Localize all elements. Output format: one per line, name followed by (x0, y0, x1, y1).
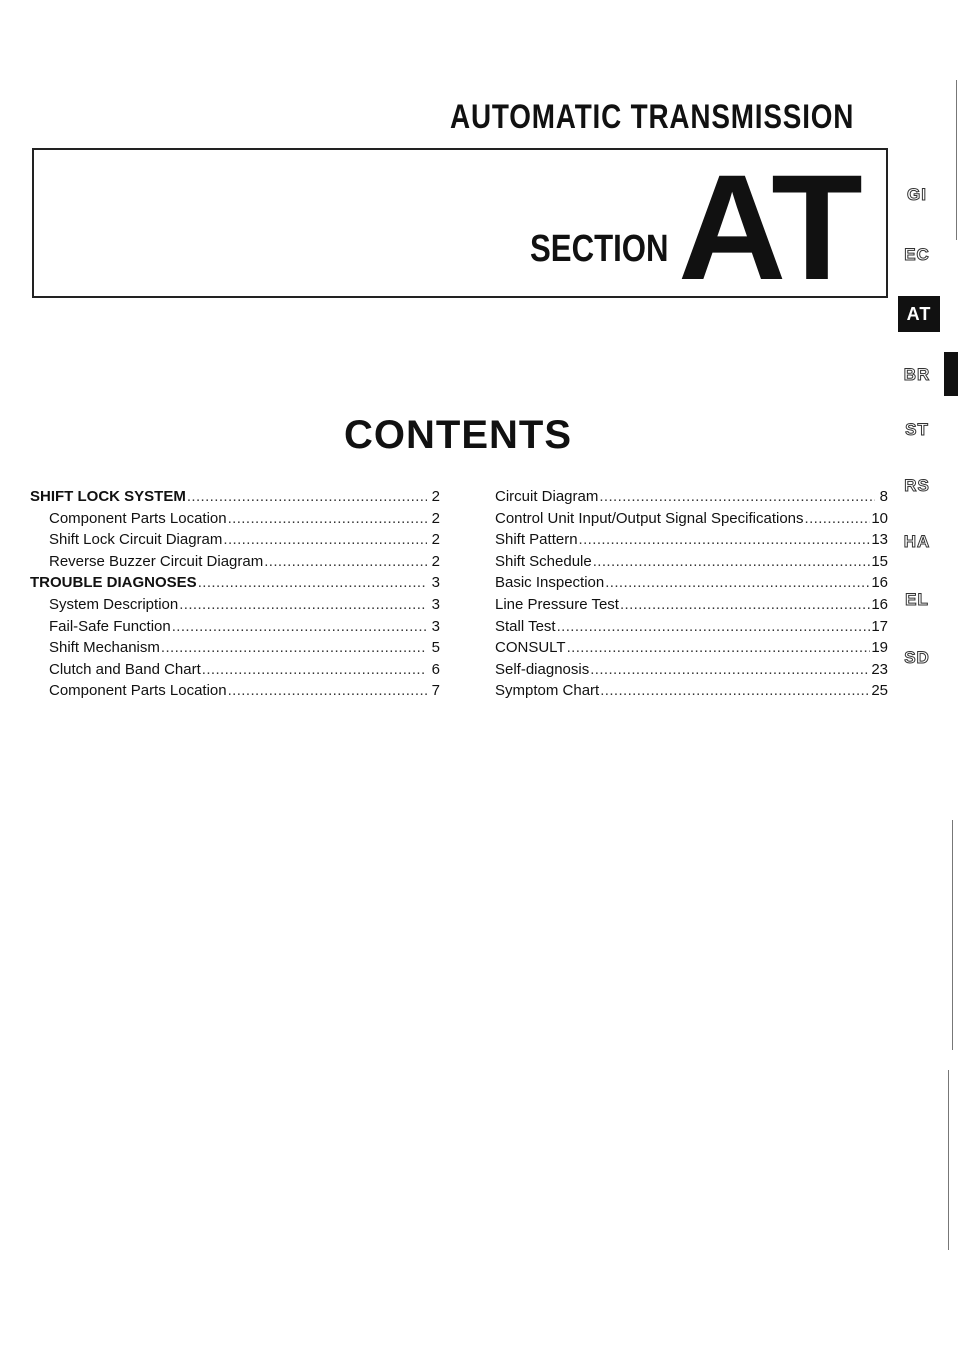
scan-edge-line (956, 80, 957, 240)
toc-entry-label: Symptom Chart (495, 682, 600, 700)
section-tab-ec[interactable]: EC (904, 245, 930, 264)
toc-entry-page: 5 (431, 639, 440, 657)
section-tab-rs[interactable]: RS (904, 476, 930, 495)
section-tab-gi[interactable]: GI (907, 185, 927, 204)
scan-edge-line (948, 1070, 949, 1250)
toc-entry[interactable] (30, 553, 440, 575)
leader-dots (599, 488, 875, 505)
leader-dots (605, 574, 870, 591)
section-tab-ha[interactable]: HA (903, 532, 931, 551)
toc-entry-label: Self-diagnosis (495, 660, 590, 678)
toc-entry-page: 17 (871, 617, 888, 635)
toc-entry-label: TROUBLE DIAGNOSES (30, 574, 197, 592)
toc-entry-page: 16 (871, 595, 888, 613)
toc-entry-page: 3 (431, 574, 440, 592)
toc-entry[interactable] (495, 531, 888, 553)
toc-entry-page: 2 (431, 552, 440, 570)
toc-right-column (495, 488, 888, 704)
toc-entry-page: 15 (871, 552, 888, 570)
leader-dots (198, 574, 427, 591)
toc-entry[interactable] (495, 682, 888, 704)
edge-thumb-marker (944, 352, 958, 396)
leader-dots (600, 682, 870, 699)
toc-entry-page: 23 (871, 660, 888, 678)
scan-edge-line (952, 820, 953, 1050)
toc-entry-page: 10 (871, 509, 888, 527)
toc-entry-label: Circuit Diagram (495, 488, 599, 505)
leader-dots (557, 618, 871, 635)
toc-entry-label: Fail-Safe Function (49, 617, 171, 635)
section-code: AT (678, 143, 859, 311)
leader-dots (187, 488, 427, 505)
leader-dots (179, 596, 427, 613)
toc-entry-label: System Description (49, 595, 179, 613)
leader-dots (805, 510, 871, 527)
toc-entry[interactable] (495, 596, 888, 618)
toc-entry-page: 13 (871, 531, 888, 549)
toc-entry[interactable] (30, 596, 440, 618)
toc-entry[interactable] (30, 682, 440, 704)
toc-entry-label: Reverse Buzzer Circuit Diagram (49, 552, 264, 570)
toc-entry[interactable] (30, 488, 440, 510)
toc-entry-label: Line Pressure Test (495, 595, 619, 613)
toc-entry[interactable] (30, 618, 440, 640)
toc-entry-page: 19 (871, 639, 888, 657)
toc-entry-page: 16 (871, 574, 888, 592)
toc-entry-page: 2 (431, 488, 440, 505)
toc-entry-page: 7 (431, 682, 440, 700)
section-tab-st[interactable]: ST (905, 420, 929, 439)
toc-entry-page: 3 (431, 617, 440, 635)
section-label: SECTION (530, 228, 669, 270)
section-tab-at[interactable]: AT (898, 296, 940, 332)
leader-dots (593, 553, 871, 570)
leader-dots (264, 553, 427, 570)
section-tab-sd[interactable]: SD (904, 648, 930, 667)
toc-entry-page: 3 (431, 595, 440, 613)
leader-dots (579, 531, 871, 548)
toc-entry-label: Shift Pattern (495, 531, 578, 549)
section-tab-br[interactable]: BR (903, 365, 931, 384)
leader-dots (172, 618, 427, 635)
toc-entry[interactable] (495, 661, 888, 683)
toc-entry-page: 8 (879, 488, 888, 505)
contents-heading: CONTENTS (344, 413, 572, 457)
leader-dots (567, 639, 871, 656)
toc-entry-label: Component Parts Location (49, 509, 227, 527)
toc-left-column (30, 488, 440, 704)
leader-dots (161, 639, 427, 656)
toc-entry-label: Shift Mechanism (49, 639, 160, 657)
leader-dots (202, 661, 427, 678)
leader-dots (228, 682, 427, 699)
toc-entry[interactable] (495, 510, 888, 532)
toc-entry-label: Stall Test (495, 617, 556, 635)
toc-entry-page: 2 (431, 509, 440, 527)
toc-entry-label: Clutch and Band Chart (49, 660, 201, 678)
section-tab-el[interactable]: EL (905, 590, 929, 609)
toc-entry[interactable] (495, 639, 888, 661)
toc-entry[interactable] (30, 639, 440, 661)
toc-entry[interactable] (30, 661, 440, 683)
toc-entry[interactable] (495, 574, 888, 596)
leader-dots (228, 510, 427, 527)
toc-entry-label: SHIFT LOCK SYSTEM (30, 488, 186, 505)
toc-entry-label: Basic Inspection (495, 574, 605, 592)
toc-entry-label: CONSULT (495, 639, 566, 657)
leader-dots (590, 661, 870, 678)
toc-entry[interactable] (30, 574, 440, 596)
toc-entry-label: Shift Schedule (495, 552, 592, 570)
toc-entry-label: Shift Lock Circuit Diagram (49, 531, 223, 549)
toc-entry[interactable] (495, 618, 888, 640)
document-title: AUTOMATIC TRANSMISSION (450, 98, 855, 136)
toc-entry[interactable] (30, 531, 440, 553)
toc-entry-label: Control Unit Input/Output Signal Specifications (495, 509, 804, 527)
toc-entry[interactable] (495, 553, 888, 575)
toc-entry-page: 6 (431, 660, 440, 678)
leader-dots (620, 596, 870, 613)
toc-entry[interactable] (30, 510, 440, 532)
toc-entry-label: Component Parts Location (49, 682, 227, 700)
leader-dots (223, 531, 427, 548)
toc-entry[interactable] (495, 488, 888, 510)
toc-entry-page: 25 (871, 682, 888, 700)
toc-entry-page: 2 (431, 531, 440, 549)
